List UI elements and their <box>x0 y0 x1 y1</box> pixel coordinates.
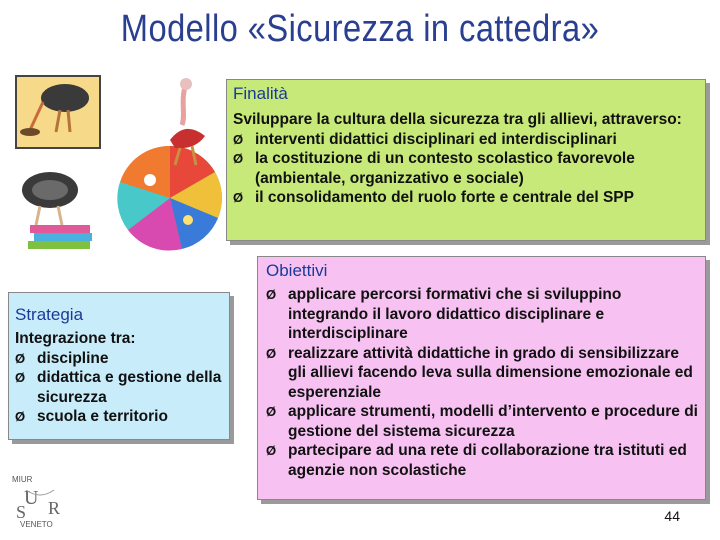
finalita-heading: Finalità <box>233 84 288 103</box>
logo-bottom-text: VENETO <box>20 520 53 528</box>
logo-letter-u: U <box>24 487 39 509</box>
list-item: Ø scuola e territorio <box>15 408 168 425</box>
bullet-arrow-icon: Ø <box>15 350 26 366</box>
bullet-arrow-icon: Ø <box>15 370 26 385</box>
list-item: Ø didattica e gestione della sicurezza <box>15 369 222 406</box>
list-item: Ø il consolidamento del ruolo forte e centrale del SPP <box>233 189 634 206</box>
list-item: Ø applicare percorsi formativi che si sviluppino integrando il lavoro didattico disciplinare e interdisciplinare <box>266 286 622 342</box>
strategia-box <box>8 292 230 440</box>
ostrich-on-books-icon <box>22 172 92 249</box>
bullet-arrow-icon: Ø <box>266 404 277 419</box>
colorful-ball-icon <box>117 146 222 251</box>
list-item: Ø discipline <box>15 349 109 367</box>
obiettivi-heading: Obiettivi <box>266 261 328 280</box>
usr-veneto-logo <box>10 470 72 528</box>
obiettivi-box <box>257 256 706 500</box>
list-item: Ø realizzare attività didattiche in grado di sensibilizzare gli allievi facendo leva sulla dimensione emozionale ed esperenziale <box>266 344 693 401</box>
logo-top-text: MIUR <box>12 475 33 484</box>
strategia-intro: Integrazione tra: <box>15 330 136 347</box>
list-item: Ø interventi didattici disciplinari ed interdisciplinari <box>233 130 617 148</box>
list-item: Ø applicare strumenti, modelli d’intervento e procedure di gestione del sistema sicurezza <box>266 403 698 440</box>
finalita-intro: Sviluppare la cultura della sicurezza tra gli allievi, attraverso: <box>233 111 682 128</box>
finalita-box <box>226 79 706 241</box>
ostrich-illustration <box>10 70 230 270</box>
list-item: Ø partecipare ad una rete di collaborazione tra istituti ed agenzie non scolastiche <box>266 442 687 479</box>
bullet-arrow-icon: Ø <box>15 409 26 424</box>
strategia-heading: Strategia <box>15 305 84 324</box>
bullet-arrow-icon: Ø <box>266 287 277 302</box>
logo-letter-s: S <box>16 502 27 522</box>
bullet-arrow-icon: Ø <box>233 131 244 147</box>
bullet-arrow-icon: Ø <box>266 443 277 458</box>
page-number: 44 <box>664 508 680 524</box>
bullet-arrow-icon: Ø <box>233 190 244 205</box>
bullet-arrow-icon: Ø <box>233 151 244 166</box>
logo-letter-r: R <box>48 498 61 518</box>
bullet-arrow-icon: Ø <box>266 345 277 361</box>
list-item: Ø la costituzione di un contesto scolastico favorevole (ambientale, organizzativo e sociale) <box>233 150 635 187</box>
page-title: Modello «Sicurezza in cattedra» <box>120 8 600 50</box>
ostrich-card-icon <box>16 76 100 148</box>
